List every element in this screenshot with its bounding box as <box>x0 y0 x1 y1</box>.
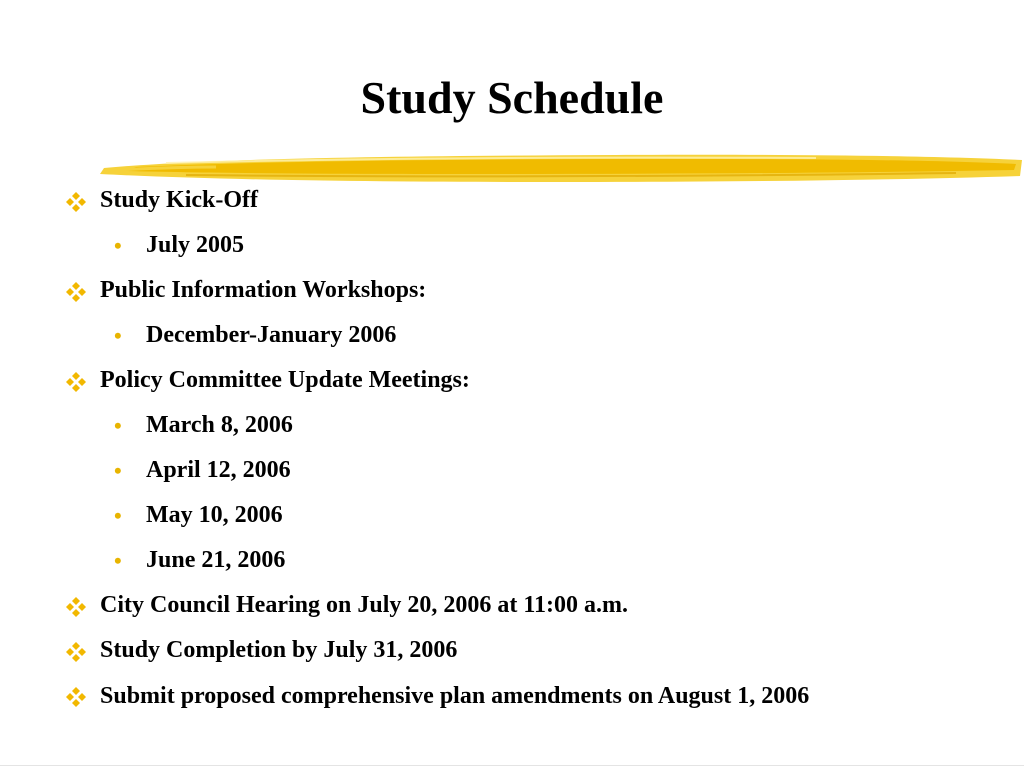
diamond-bullet-icon <box>66 282 86 302</box>
bullet-text: Policy Committee Update Meetings: <box>100 367 470 393</box>
diamond-bullet-icon <box>66 687 86 707</box>
bullet-public-information-workshops <box>0 272 1024 308</box>
dot-bullet-icon: • <box>114 233 122 258</box>
slide-title: Study Schedule <box>360 72 664 123</box>
sub-bullet-march-8 <box>0 407 1024 443</box>
dot-bullet-icon: • <box>114 413 122 438</box>
diamond-bullet-icon <box>66 192 86 212</box>
slide-bottom-rule <box>0 765 1024 766</box>
sub-bullet-text: April 12, 2006 <box>146 457 291 483</box>
bullet-study-kickoff <box>0 182 1024 218</box>
dot-bullet-icon: • <box>114 503 122 528</box>
sub-bullet-text: June 21, 2006 <box>146 547 286 573</box>
sub-bullet-may-10 <box>0 497 1024 533</box>
bullet-policy-committee-meetings <box>0 362 1024 398</box>
bullet-submit-amendments <box>0 677 1024 715</box>
bullet-city-council-hearing <box>0 587 1024 623</box>
bullet-study-completion <box>0 632 1024 668</box>
sub-bullet-december-january <box>0 317 1024 353</box>
bullet-text: Study Completion by July 31, 2006 <box>100 637 458 663</box>
bullet-text: Study Kick-Off <box>100 187 259 213</box>
sub-bullet-july-2005 <box>0 227 1024 263</box>
bullet-list <box>0 182 1024 724</box>
bullet-text: City Council Hearing on July 20, 2006 at 11:00 a.m. <box>100 592 629 618</box>
diamond-bullet-icon <box>66 642 86 662</box>
sub-bullet-april-12 <box>0 452 1024 488</box>
sub-bullet-text: December-January 2006 <box>146 322 397 348</box>
bullet-text: Public Information Workshops: <box>100 277 427 303</box>
dot-bullet-icon: • <box>114 458 122 483</box>
sub-bullet-june-21 <box>0 542 1024 578</box>
dot-bullet-icon: • <box>114 323 122 348</box>
diamond-bullet-icon <box>66 372 86 392</box>
diamond-bullet-icon <box>66 597 86 617</box>
dot-bullet-icon: • <box>114 548 122 573</box>
sub-bullet-text: March 8, 2006 <box>146 412 293 438</box>
sub-bullet-text: July 2005 <box>146 232 245 258</box>
sub-bullet-text: May 10, 2006 <box>146 502 283 528</box>
bullet-text: Submit proposed comprehensive plan amendments on August 1, 2006 <box>100 683 810 709</box>
